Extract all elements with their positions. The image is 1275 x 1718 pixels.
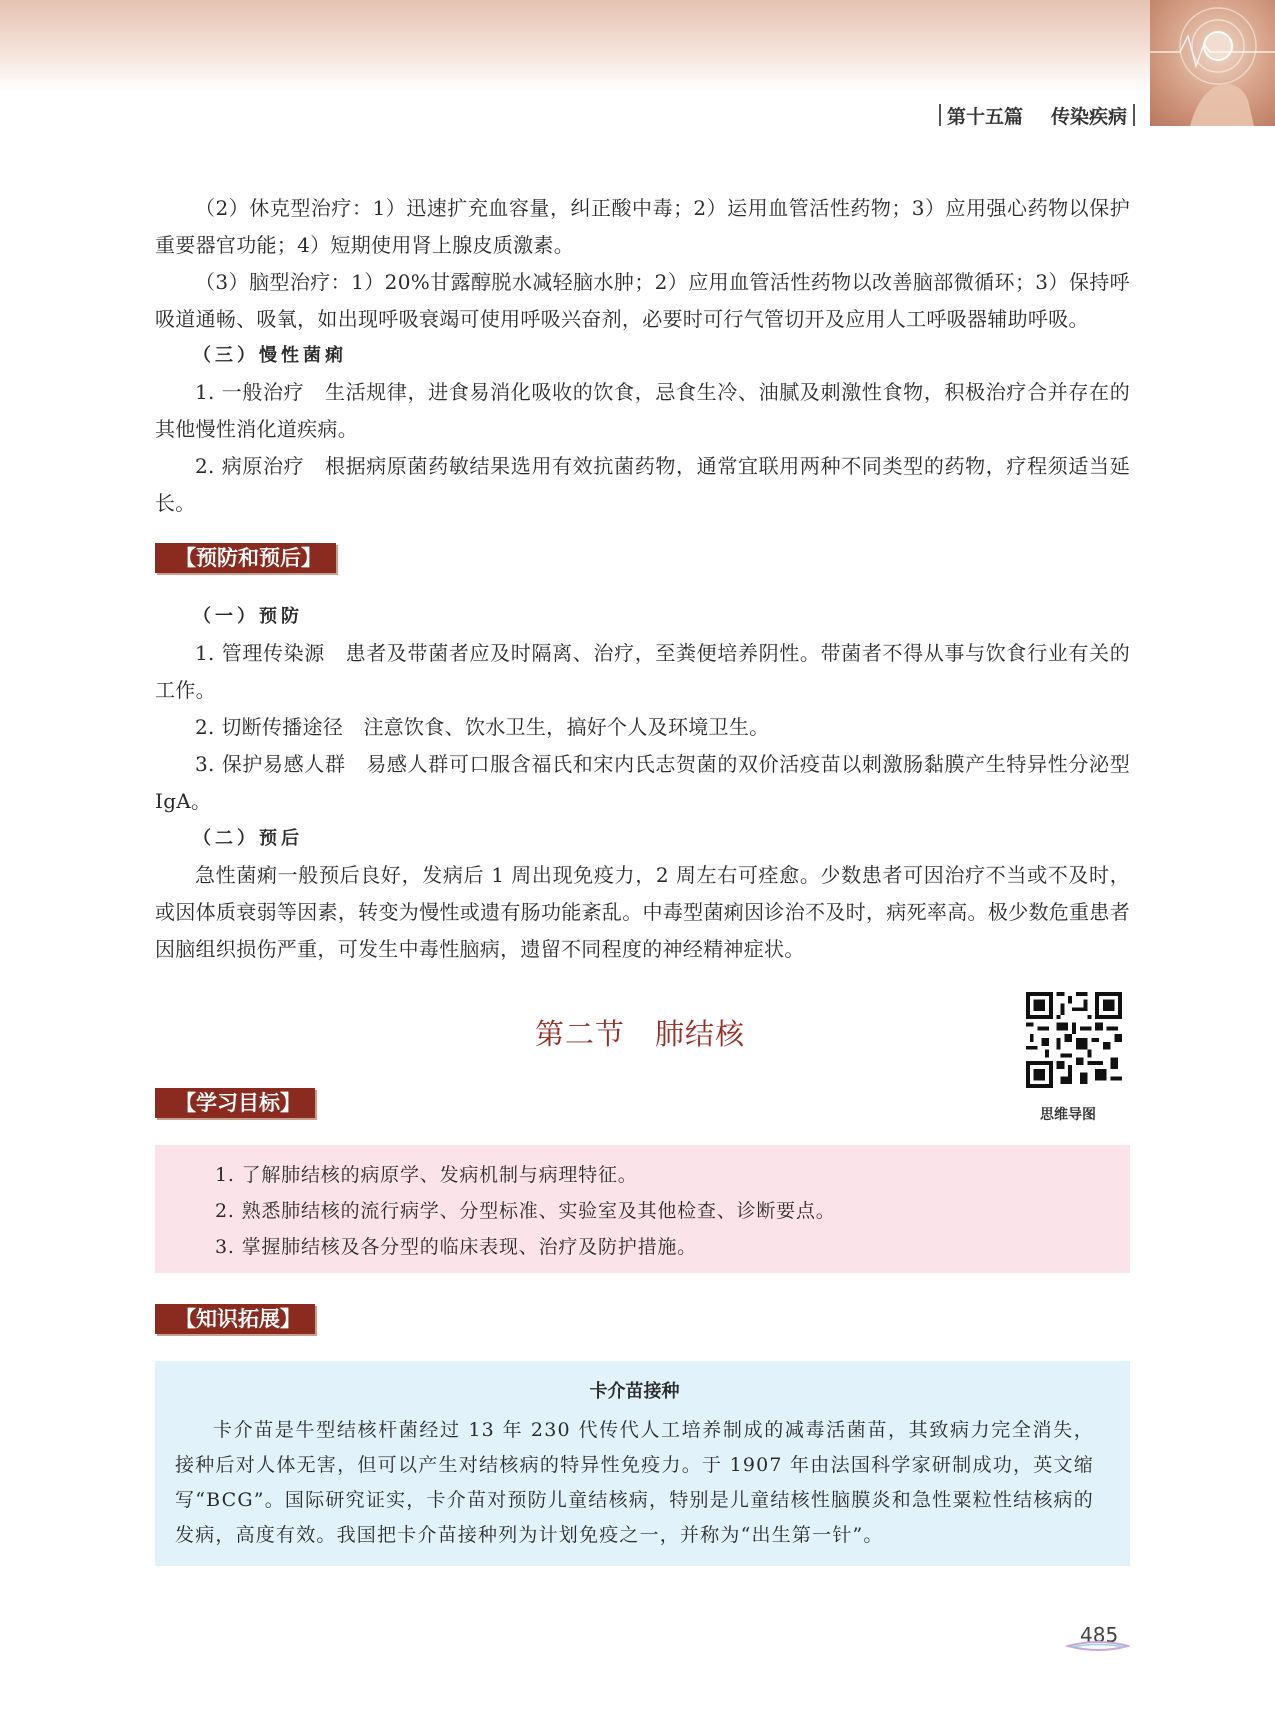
prevention-label: 【预防和预后】 xyxy=(155,543,336,573)
chronic-block xyxy=(155,337,1130,522)
qr-caption: 思维导图 xyxy=(1040,1107,1096,1123)
header-chapter: 传染疾病 xyxy=(1050,105,1127,128)
goals-label: 【学习目标】 xyxy=(155,1088,315,1118)
prevention-heading: （一）预防 xyxy=(193,606,303,627)
prevention-block xyxy=(155,598,1130,968)
prognosis-paragraph: 急性菌痢一般预后良好，发病后 1 周出现免疫力，2 周左右可痊愈。少数患者可因治疗不当或不及时，或因体质衰弱等因素，转变为慢性或遗有肠功能紊乱。中毒型菌痢因诊治不及时，病死率高。极少数危重患者因脑组织损伤严重，可发生中毒性脑病，遗留不同程度的神经精神症状。 xyxy=(155,863,1130,961)
header-divider-right xyxy=(1133,104,1135,126)
prognosis-heading: （二）预后 xyxy=(193,828,303,849)
header-band xyxy=(0,0,1150,92)
section-title: 第二节 肺结核 xyxy=(535,1017,746,1051)
header-divider-left xyxy=(939,104,941,126)
qr-code-icon[interactable] xyxy=(1026,992,1122,1088)
page-number-swoosh-icon xyxy=(1066,1640,1130,1652)
header-part: 第十五篇 xyxy=(946,105,1023,128)
goal-item-3: 3. 掌握肺结核及各分型的临床表现、治疗及防护措施。 xyxy=(215,1236,697,1258)
chronic-item-1: 1. 一般治疗 生活规律，进食易消化吸收的饮食，忌食生冷、油腻及刺激性食物，积极治疗合并存在的其他慢性消化道疾病。 xyxy=(155,380,1130,441)
page-number: 485 xyxy=(1080,1623,1119,1647)
goal-item-2: 2. 熟悉肺结核的流行病学、分型标准、实验室及其他检查、诊断要点。 xyxy=(215,1200,836,1222)
prevention-item-1: 1. 管理传染源 患者及带菌者应及时隔离、治疗，至粪便培养阴性。带菌者不得从事与饮食行业有关的工作。 xyxy=(155,641,1130,702)
shock-treatment-paragraph: （2）休克型治疗：1）迅速扩充血容量，纠正酸中毒；2）运用血管活性药物；3）应用强心药物以保护重要器官功能；4）短期使用肾上腺皮质激素。 xyxy=(155,196,1130,257)
treatment-block xyxy=(155,190,1130,338)
extension-label: 【知识拓展】 xyxy=(155,1304,315,1334)
extension-box xyxy=(155,1361,1130,1566)
extension-title: 卡介苗接种 xyxy=(589,1381,680,1402)
goals-box xyxy=(155,1145,1130,1273)
running-header xyxy=(939,100,1135,130)
chronic-heading: （三）慢性菌痢 xyxy=(193,345,347,366)
header-photo xyxy=(1150,0,1275,126)
extension-text: 卡介苗是牛型结核杆菌经过 13 年 230 代传代人工培养制成的减毒活菌苗，其致病力完全消失，接种后对人体无害，但可以产生对结核病的特异性免疫力。于 1907 年由法国科学家研制成功，英文缩写“BCG”。国际研究证实，卡介苗对预防儿童结核病，特别是儿童结核性脑膜炎和急性粟粒性结核病的发病，高度有效。我国把卡介苗接种列为计划免疫之一，并称为“出生第一针”。 xyxy=(175,1419,1094,1546)
goal-item-1: 1. 了解肺结核的病原学、发病机制与病理特征。 xyxy=(215,1164,638,1186)
prevention-item-2: 2. 切断传播途径 注意饮食、饮水卫生，搞好个人及环境卫生。 xyxy=(195,715,770,739)
brain-treatment-paragraph: （3）脑型治疗：1）20%甘露醇脱水减轻脑水肿；2）应用血管活性药物以改善脑部微循环；3）保持呼吸道通畅、吸氧，如出现呼吸衰竭可使用呼吸兴奋剂，必要时可行气管切开及应用人工呼吸器辅助呼吸。 xyxy=(155,270,1130,331)
chronic-item-2: 2. 病原治疗 根据病原菌药敏结果选用有效抗菌药物，通常宜联用两种不同类型的药物，疗程须适当延长。 xyxy=(155,454,1130,515)
prevention-item-3: 3. 保护易感人群 易感人群可口服含福氏和宋内氏志贺菌的双价活疫苗以刺激肠黏膜产生特异性分泌型 IgA。 xyxy=(155,752,1130,813)
stethoscope-icon xyxy=(1150,0,1275,126)
